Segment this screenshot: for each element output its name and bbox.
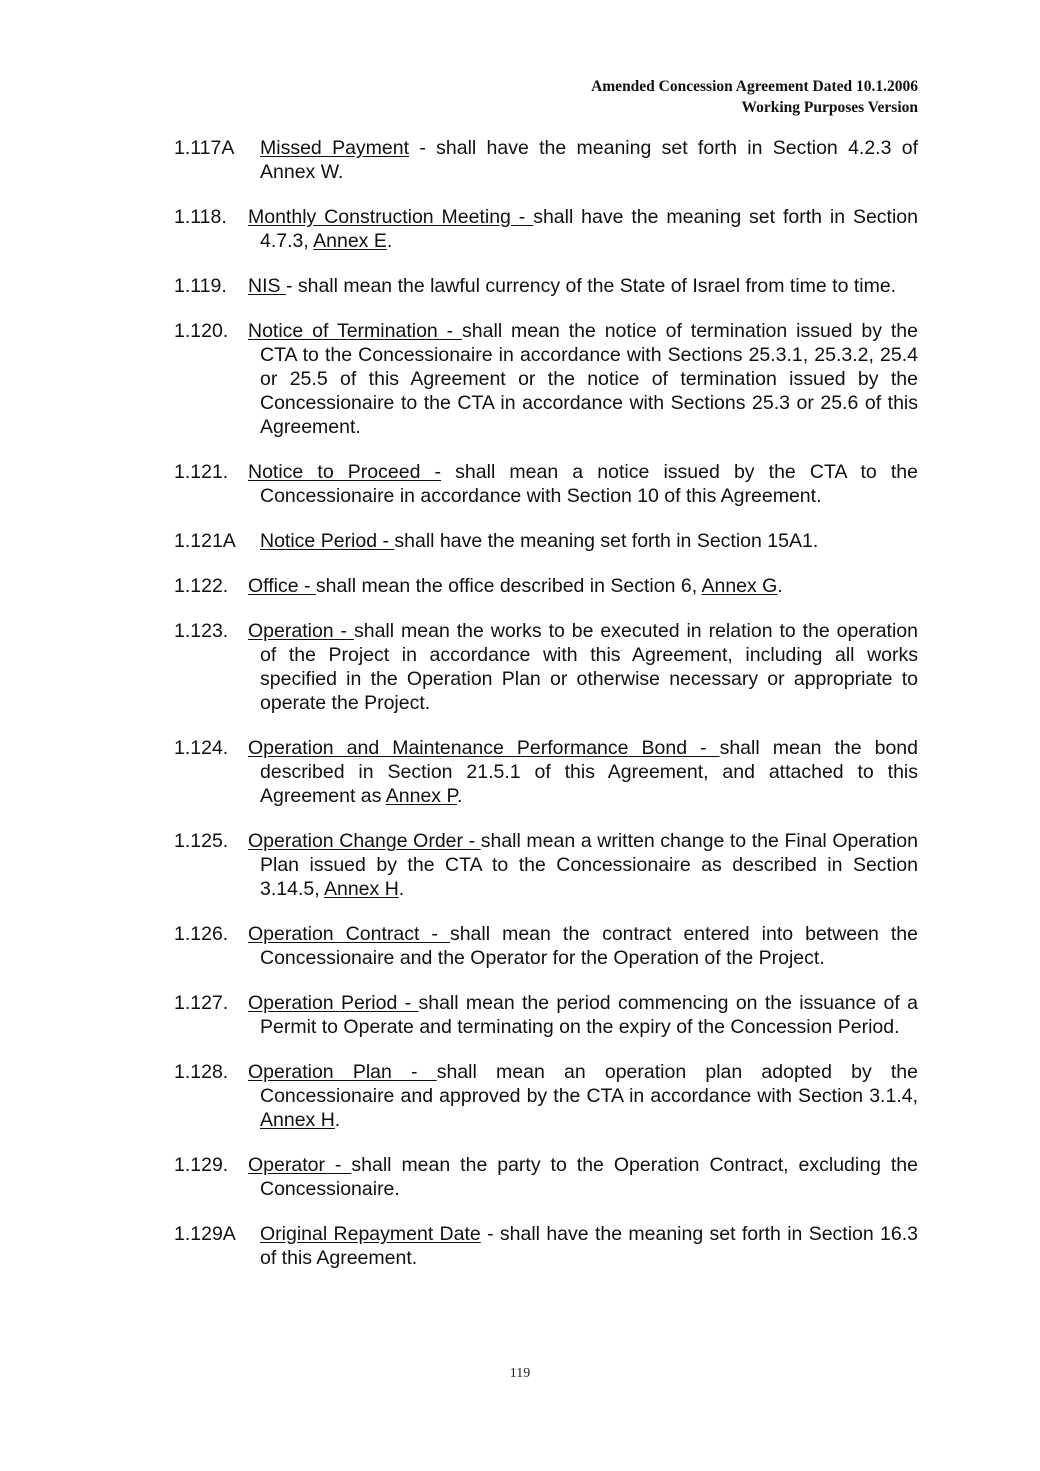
clause-1-122: [174, 574, 918, 598]
header-version: Working Purposes Version: [741, 99, 918, 116]
clause-1-123: [174, 619, 918, 715]
clause-number: 1.122.: [174, 575, 229, 597]
clause-number: 1.125.: [174, 830, 229, 852]
clause-1-127: [174, 991, 918, 1039]
header-title: Amended Concession Agreement Dated 10.1.2006: [591, 78, 918, 95]
clause-number: 1.129A: [174, 1223, 236, 1245]
definition-text: - shall have the meaning set forth in Section 16.3 of this Agreement.: [260, 1223, 919, 1269]
clause-1-129a: [174, 1222, 918, 1270]
defined-term: Missed Payment: [260, 137, 410, 159]
definition-text: shall have the meaning set forth in Section 15A1.: [394, 530, 819, 552]
defined-term: NIS: [248, 275, 286, 297]
clause-1-119: [174, 274, 918, 298]
definition-text: shall mean a written change to the Final Operation Plan issued by the CTA to the Concessionaire as described in Section 3.14.5,: [260, 830, 918, 900]
definition-text: - shall mean the lawful currency of the State of Israel from time to time.: [285, 275, 897, 297]
clause-number: 1.118.: [174, 206, 227, 228]
clause-1-126: [174, 922, 918, 970]
clause-1-118: [174, 205, 918, 253]
punctuation: .: [398, 878, 405, 900]
clause-number: 1.120.: [174, 320, 229, 342]
clause-1-120: [174, 319, 918, 439]
defined-term: Operation Period -: [248, 992, 419, 1014]
clause-number: 1.117A: [174, 137, 235, 159]
clause-number: 1.123.: [174, 620, 229, 642]
clause-number: 1.121A: [174, 530, 236, 552]
annex-reference: Annex E: [313, 230, 387, 252]
defined-term: Office -: [248, 575, 316, 597]
definition-text: shall mean an operation plan adopted by the Concessionaire and approved by the CTA in accordance with Section 3.1.4,: [260, 1061, 918, 1107]
defined-term: Notice of Termination -: [248, 320, 463, 342]
definition-text: shall mean a notice issued by the CTA to the Concessionaire in accordance with Section 10 of this Agreement.: [260, 461, 918, 507]
annex-reference: Annex H: [323, 878, 399, 900]
annex-reference: Annex G: [701, 575, 778, 597]
defined-term: Operation -: [248, 620, 354, 642]
clause-1-129: [174, 1153, 918, 1201]
clause-number: 1.124.: [174, 737, 229, 759]
defined-term: Notice to Proceed -: [248, 461, 442, 483]
definition-text: shall mean the bond described in Section 21.5.1 of this Agreement, and attached to this Agreement as: [260, 737, 918, 807]
punctuation: .: [386, 230, 393, 252]
clause-number: 1.129.: [174, 1154, 229, 1176]
clause-number: 1.126.: [174, 923, 229, 945]
defined-term: Operation Change Order -: [248, 830, 481, 852]
definition-text: shall have the meaning set forth in Section 4.7.3,: [260, 206, 918, 252]
page-number: 119: [509, 1366, 531, 1381]
clause-1-125: [174, 829, 918, 901]
defined-term: Monthly Construction Meeting -: [248, 206, 534, 228]
defined-term: Operation Plan -: [248, 1061, 437, 1083]
punctuation: .: [334, 1109, 341, 1131]
definition-text: shall mean the office described in Section 6,: [315, 575, 702, 597]
clause-1-128: [174, 1060, 918, 1132]
defined-term: Operation and Maintenance Performance Bond -: [248, 737, 720, 759]
page-header: [591, 76, 918, 118]
defined-term: Notice Period -: [260, 530, 395, 552]
clause-1-117a: [174, 136, 918, 184]
definition-text: shall mean the contract entered into between the Concessionaire and the Operator for the Operation of the Project.: [260, 923, 918, 969]
clause-1-124: [174, 736, 918, 808]
defined-term: Operator -: [248, 1154, 352, 1176]
definition-text: shall mean the works to be executed in relation to the operation of the Project in accordance with this Agreement, including all works specified in the Operation Plan or otherwise necessary or appropriate to operate the Project.: [260, 620, 918, 714]
annex-reference: Annex H: [260, 1109, 335, 1131]
clause-number: 1.127.: [174, 992, 229, 1014]
definition-text: shall mean the period commencing on the issuance of a Permit to Operate and terminating on the expiry of the Concession Period.: [260, 992, 918, 1038]
definition-text: - shall have the meaning set forth in Section 4.2.3 of Annex W.: [260, 137, 918, 183]
clause-number: 1.128.: [174, 1061, 229, 1083]
clause-number: 1.119.: [174, 275, 227, 297]
clause-1-121a: [174, 529, 918, 553]
definition-text: shall mean the party to the Operation Contract, excluding the Concessionaire.: [260, 1154, 918, 1200]
annex-reference: Annex P: [385, 785, 457, 807]
clause-number: 1.121.: [174, 461, 229, 483]
punctuation: .: [456, 785, 463, 807]
definition-text: shall mean the notice of termination issued by the CTA to the Concessionaire in accordance with Sections 25.3.1, 25.3.2, 25.4 or 25.5 of this Agreement or the notice of termination issued by the Concessionaire to the CTA in accordance with Sections 25.3 or 25.6 of this Agreement.: [260, 320, 918, 438]
definitions-list: [174, 136, 918, 1291]
punctuation: .: [777, 575, 783, 597]
defined-term: Original Repayment Date: [260, 1223, 481, 1245]
clause-1-121: [174, 460, 918, 508]
defined-term: Operation Contract -: [248, 923, 450, 945]
